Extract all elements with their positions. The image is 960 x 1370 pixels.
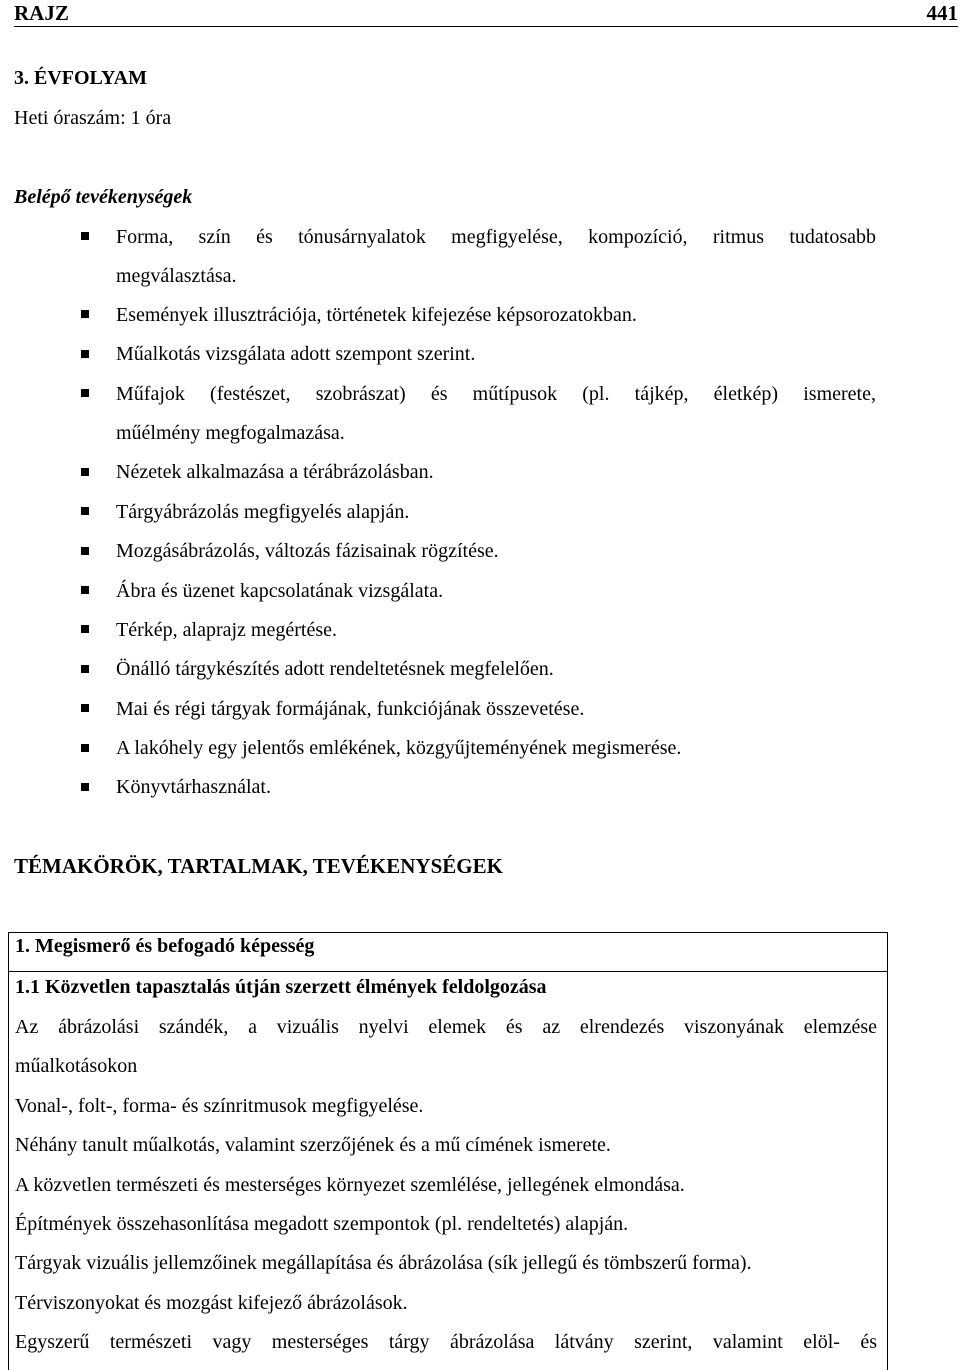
section-title: 1. Megismerő és befogadó képesség [15,935,315,957]
bullet-icon [81,625,89,633]
bullet-icon [81,744,89,752]
list-item: Forma, szín és tónusárnyalatok megfigyelése, kompozíció, ritmus tudatosabb [116,226,876,248]
page-number: 441 [926,1,958,25]
section-line: Néhány tanult műalkotás, valamint szerzőjének és a mű címének ismerete. [15,1134,611,1156]
bullet-icon [81,310,89,318]
list-item: Nézetek alkalmazása a térábrázolásban. [116,461,434,483]
list-item: Események illusztrációja, történetek kifejezése képsorozatokban. [116,304,637,326]
topics-heading: TÉMAKÖRÖK, TARTALMAK, TEVÉKENYSÉGEK [14,854,503,878]
bullet-icon [81,547,89,555]
section-line: A közvetlen természeti és mesterséges környezet szemlélése, jellegének elmondása. [15,1174,685,1196]
page-header [14,0,958,27]
section-line: Az ábrázolási szándék, a vizuális nyelvi elemek és az elrendezés viszonyának elemzése [15,1016,877,1038]
list-item: Ábra és üzenet kapcsolatának vizsgálata. [116,580,444,602]
section-line: Egyszerű természeti vagy mesterséges tárgy ábrázolása látvány szerint, valamint elöl- és [15,1331,877,1353]
list-item: A lakóhely egy jelentős emlékének, közgyűjteményének megismerése. [116,737,682,759]
bullet-icon [81,783,89,791]
section-divider [9,971,887,972]
section-line: műalkotásokon [15,1055,138,1077]
bullet-icon [81,507,89,515]
section-line: Térviszonyokat és mozgást kifejező ábrázolások. [15,1292,408,1314]
list-item-continuation: műélmény megfogalmazása. [116,422,345,444]
list-item: Térkép, alaprajz megértése. [116,619,337,641]
section-box [8,932,888,1370]
bullet-icon [81,665,89,673]
list-item: Műalkotás vizsgálata adott szempont szerint. [116,343,476,365]
section-line: Vonal-, folt-, forma- és színritmusok megfigyelése. [15,1095,424,1117]
list-item: Könyvtárhasználat. [116,776,271,798]
list-item: Önálló tárgykészítés adott rendeltetésnek megfelelően. [116,658,554,680]
list-item: Mozgásábrázolás, változás fázisainak rögzítése. [116,540,499,562]
bullet-icon [81,389,89,397]
bullet-icon [81,468,89,476]
section-line: Tárgyak vizuális jellemzőinek megállapítása és ábrázolása (sík jellegű és tömbszerű forma). [15,1252,752,1274]
list-item: Tárgyábrázolás megfigyelés alapján. [116,501,410,523]
list-item: Műfajok (festészet, szobrászat) és műtípusok (pl. tájkép, életkép) ismerete, [116,383,876,405]
section-subtitle: 1.1 Közvetlen tapasztalás útján szerzett élmények feldolgozása [15,976,547,998]
bullet-icon [81,350,89,358]
grade-heading: 3. ÉVFOLYAM [14,67,147,89]
bullet-icon [81,232,89,240]
entry-activities-title: Belépő tevékenységek [14,186,193,208]
bullet-icon [81,586,89,594]
list-item-continuation: megválasztása. [116,265,237,287]
list-item: Mai és régi tárgyak formájának, funkciójának összevetése. [116,698,585,720]
bullet-icon [81,704,89,712]
header-subject: RAJZ [14,1,69,25]
weekly-hours: Heti óraszám: 1 óra [14,107,172,129]
section-line: Építmények összehasonlítása megadott szempontok (pl. rendeltetés) alapján. [15,1213,629,1235]
